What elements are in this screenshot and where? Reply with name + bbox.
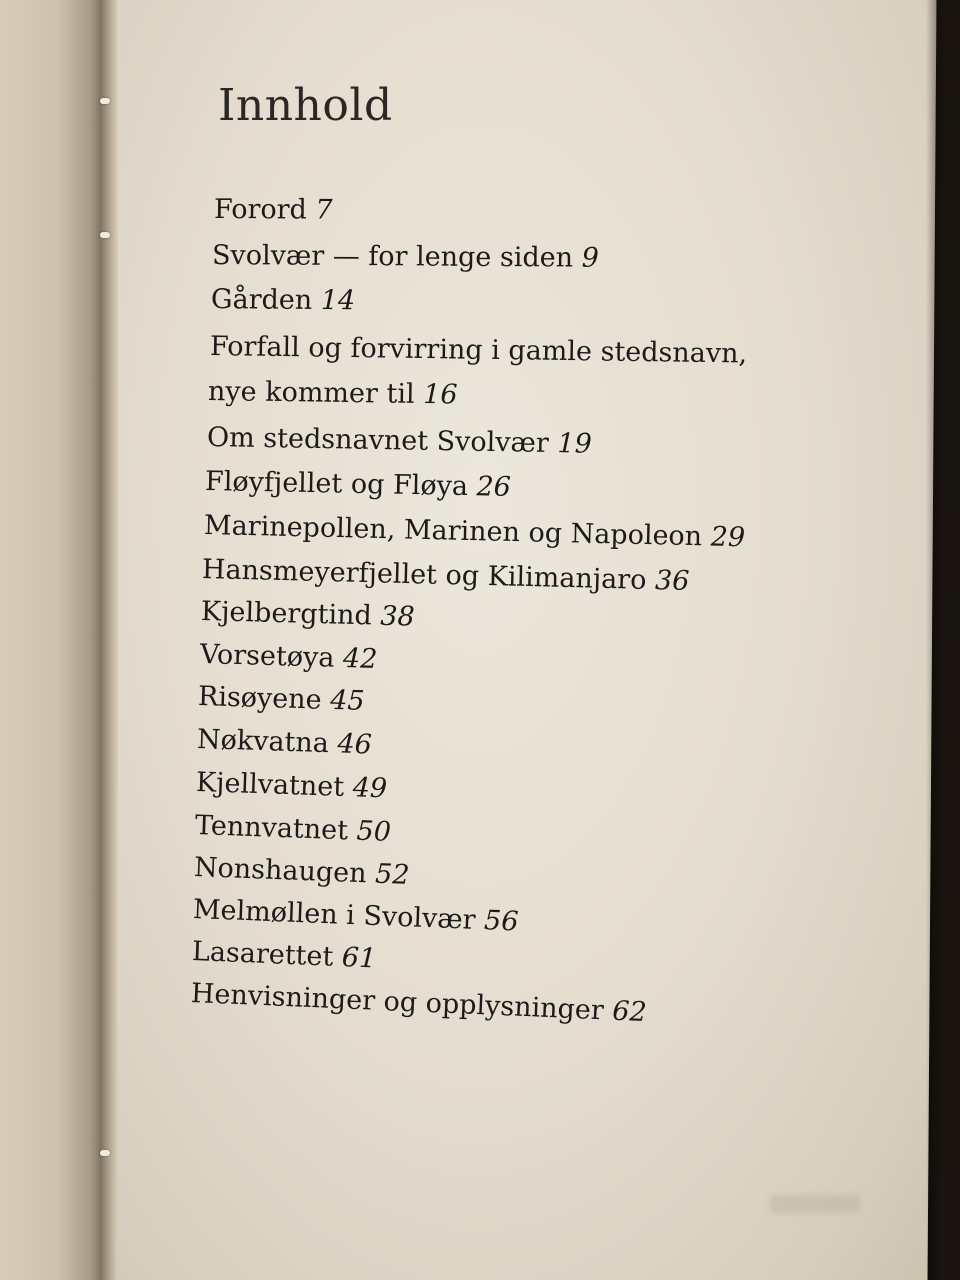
toc-entry-page: 29 (710, 521, 746, 554)
toc-entry-title: Kjellvatnet (195, 767, 345, 803)
toc-entry-title: Henvisninger og opplysninger (190, 978, 605, 1027)
toc-entry (191, 936, 377, 975)
toc-entry (192, 894, 520, 938)
toc-entry (212, 242, 599, 272)
toc-entry-title: Melmøllen i Svolvær (192, 894, 477, 936)
toc-entry-page: 50 (356, 815, 392, 848)
toc-entry-page: 7 (315, 194, 333, 226)
toc-entry (207, 376, 458, 411)
toc-entry-title: Nonshaugen (193, 852, 368, 890)
toc-entry-title: Kjelbergtind (200, 596, 373, 632)
toc-entry (194, 854, 410, 889)
toc-entry-title: Risøyene (197, 681, 323, 716)
toc-entry-title: Om stedsnavnet Svolvær (206, 422, 550, 459)
toc-entry-page: 42 (342, 643, 378, 675)
toc-entry-page: 61 (341, 942, 377, 975)
toc-entry (205, 468, 511, 501)
toc-entry-page: 26 (476, 471, 512, 503)
toc-entry-page: 46 (336, 728, 373, 761)
toc-entry (190, 978, 648, 1029)
toc-entry-page: 14 (320, 284, 356, 317)
toc-entry-page: 9 (581, 242, 599, 274)
toc-title: Innhold (218, 80, 393, 131)
toc-entry-title: Hansmeyerfjellet og Kilimanjaro (201, 554, 647, 596)
toc-entry-title: Fløyfjellet og Fløya (204, 466, 469, 503)
toc-entry (209, 331, 748, 370)
toc-entry (201, 598, 415, 631)
toc-entry-page: 36 (654, 565, 690, 597)
toc-entry (214, 196, 333, 224)
toc-entry-page: 56 (483, 905, 520, 938)
toc-entry (198, 683, 365, 715)
toc-entry-title: Gården (210, 284, 313, 316)
toc-entry-page: 16 (422, 379, 458, 411)
toc-entry-page: 45 (329, 684, 366, 717)
toc-entry-title: Forfall og forvirring i gamle stedsnavn, (209, 331, 748, 370)
toc-entry (207, 424, 592, 458)
toc-entry-title: Vorsetøya (199, 639, 335, 674)
toc-entry-title: Lasarettet (191, 936, 334, 973)
toc-entry-title: Nøkvatna (196, 724, 330, 760)
toc-entry-page: 52 (374, 858, 411, 891)
toc-entry (200, 641, 378, 673)
toc-entry-title: Tennvatnet (194, 810, 349, 847)
toc-entry-page: 19 (557, 428, 593, 460)
toc-entry-page: 49 (352, 772, 388, 805)
toc-entry-title: Svolvær — for lenge siden (211, 240, 574, 274)
toc-entry (210, 284, 356, 317)
toc-entry (196, 724, 373, 761)
toc-entry (203, 510, 746, 554)
toc-entry-page: 38 (379, 600, 416, 633)
toc-entry-page: 62 (611, 995, 648, 1029)
toc-entry (195, 812, 392, 846)
toc-entry-title: Marinepollen, Marinen og Napoleon (203, 510, 703, 553)
toc-entry (195, 767, 388, 805)
toc-entry-title: Forord (213, 194, 307, 226)
toc-entry (202, 556, 690, 595)
toc-entry-title: nye kommer til (207, 376, 415, 410)
